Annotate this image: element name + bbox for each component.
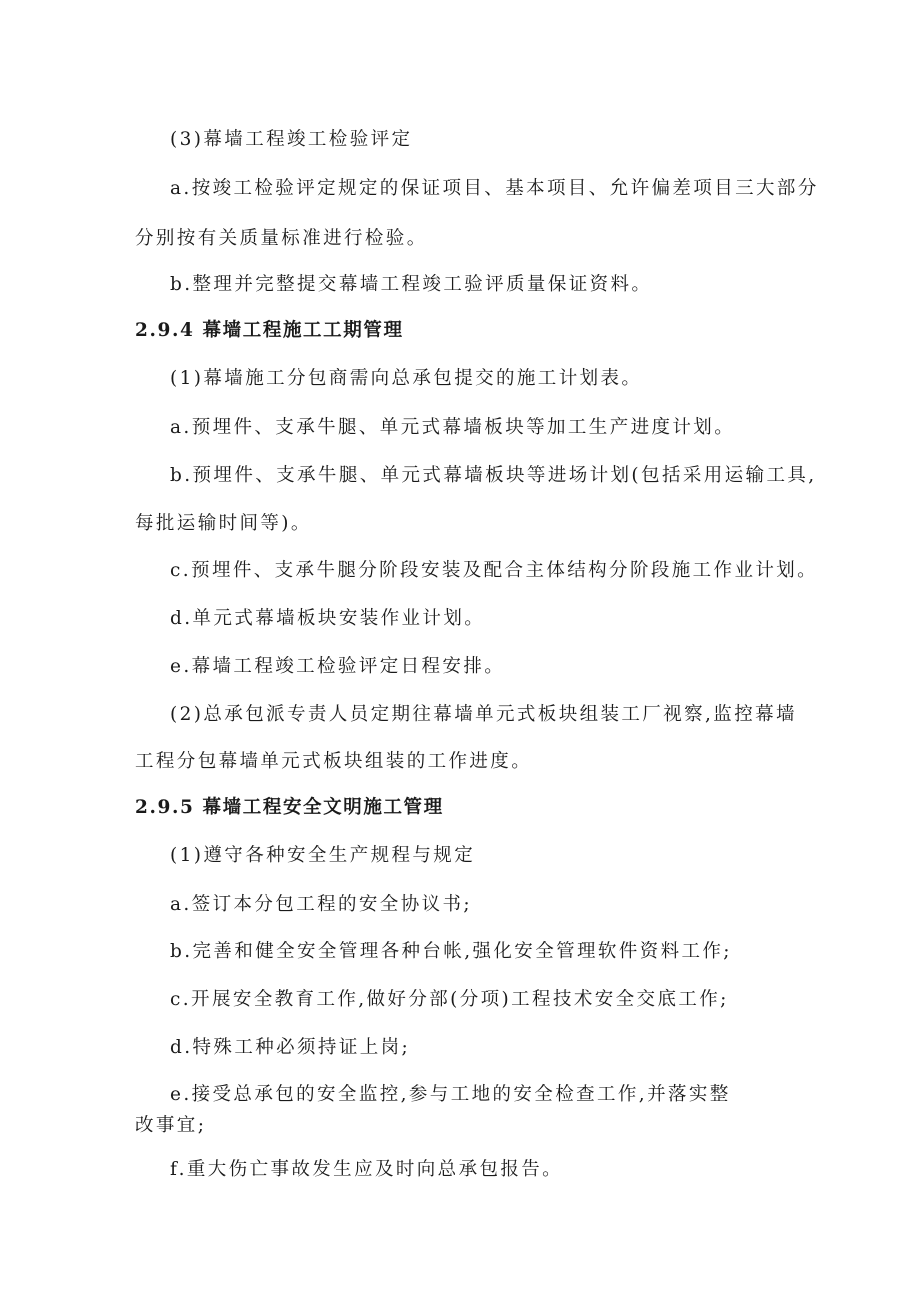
section-295-b: b.完善和健全安全管理各种台帐,强化安全管理软件资料工作;	[170, 941, 732, 962]
section-294-a: a.预埋件、支承牛腿、单元式幕墙板块等加工生产进度计划。	[170, 417, 736, 438]
section-295-d: d.特殊工种必须持证上岗;	[170, 1037, 411, 1058]
section-295-a: a.签订本分包工程的安全协议书;	[170, 894, 473, 915]
section-295-item1: (1)遵守各种安全生产规程与规定	[170, 845, 476, 866]
section-294-item2-line2: 工程分包幕墙单元式板块组装的工作进度。	[135, 751, 533, 772]
section-294-item2-line1: (2)总承包派专责人员定期往幕墙单元式板块组装工厂视察,监控幕墙	[170, 704, 797, 725]
section-heading-295: 2.9.5 幕墙工程安全文明施工管理	[135, 797, 444, 818]
section-294-b-line2: 每批运输时间等)。	[135, 513, 312, 534]
item-3a-line1: a.按竣工检验评定规定的保证项目、基本项目、允许偏差项目三大部分	[170, 178, 819, 199]
section-295-c: c.开展安全教育工作,做好分部(分项)工程技术安全交底工作;	[170, 989, 729, 1010]
section-294-b-line1: b.预埋件、支承牛腿、单元式幕墙板块等进场计划(包括采用运输工具,	[170, 465, 817, 486]
section-295-e-line2: 改事宜;	[135, 1115, 207, 1136]
section-295-f: f.重大伤亡事故发生应及时向总承包报告。	[170, 1159, 564, 1180]
item-3-title: (3)幕墙工程竣工检验评定	[170, 129, 413, 150]
item-3b: b.整理并完整提交幕墙工程竣工验评质量保证资料。	[170, 274, 653, 295]
section-295-e-line1: e.接受总承包的安全监控,参与工地的安全检查工作,并落实整	[170, 1084, 731, 1105]
item-3a-line2: 分别按有关质量标准进行检验。	[135, 228, 428, 249]
section-294-d: d.单元式幕墙板块安装作业计划。	[170, 608, 486, 629]
section-294-c: c.预埋件、支承牛腿分阶段安装及配合主体结构分阶段施工作业计划。	[170, 560, 819, 581]
section-294-e: e.幕墙工程竣工检验评定日程安排。	[170, 656, 506, 677]
section-294-item1: (1)幕墙施工分包商需向总承包提交的施工计划表。	[170, 368, 643, 389]
section-heading-294: 2.9.4 幕墙工程施工工期管理	[135, 320, 404, 341]
